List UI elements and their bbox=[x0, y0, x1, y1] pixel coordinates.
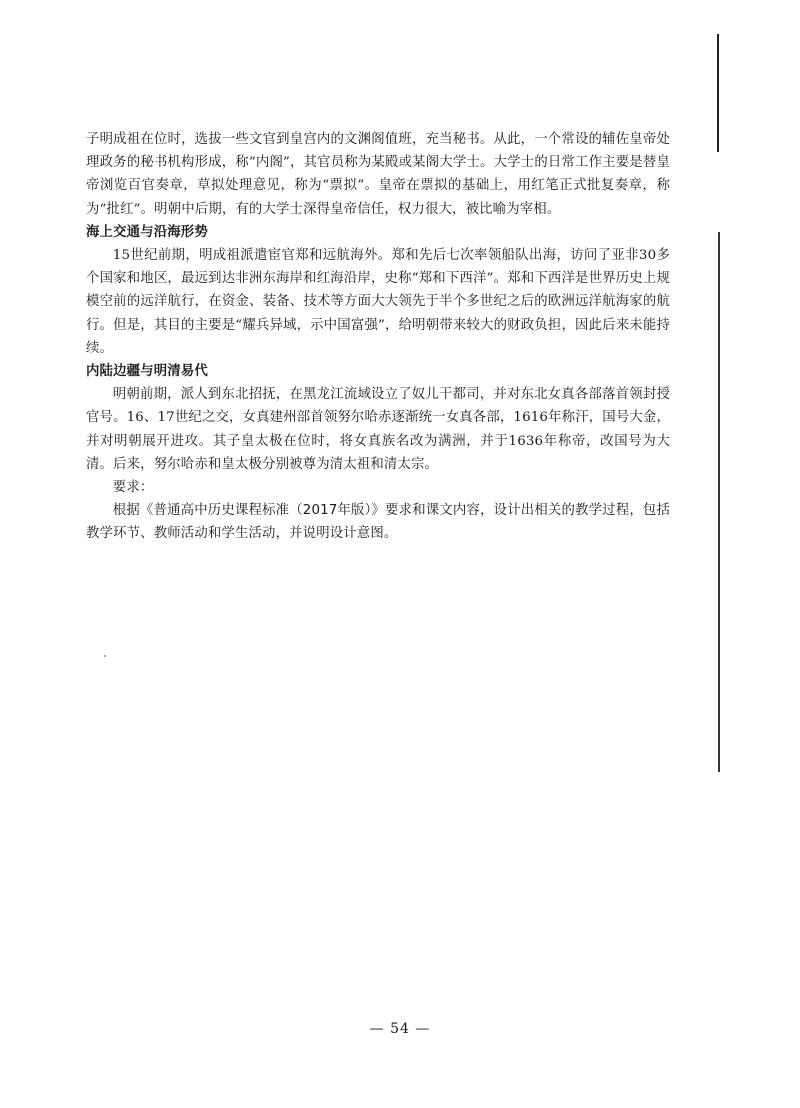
paragraph-cabinet: 子明成祖在位时，选拔一些文官到皇宫内的文渊阁值班，充当秘书。从此，一个常设的辅佐皇帝处理政务的秘书机构形成，称“内阁”，其官员称为某殿或某阁大学士。大学士的日常工作主要是替皇帝浏览百官奏章，草拟处理意见，称为“票拟”。皇帝在票拟的基础上，用红笔正式批复奏章，称为“批红”。明朝中后期，有的大学士深得皇帝信任，权力很大，被比喻为宰相。 bbox=[86, 132, 670, 217]
section-heading-frontier: 内陆边疆与明清易代 bbox=[86, 364, 208, 380]
section-heading-maritime: 海上交通与沿海形势 bbox=[86, 224, 208, 240]
paragraph-ming-qing-transition: 明朝前期，派人到东北招抚，在黑龙江流域设立了奴儿干都司，并对东北女真各部落首领封授官号。16、17世纪之交，女真建州部首领努尔哈赤逐渐统一女真各部，1616年称汗，国号大金，并对明朝展开进攻。其子皇太极在位时，将女真族名改为满洲，并于1636年称帝，改国号为大清。后来，努尔哈赤和皇太极分别被尊为清太祖和清太宗。 bbox=[86, 387, 670, 472]
requirement-label: 要求： bbox=[112, 480, 154, 496]
scan-speck bbox=[104, 655, 106, 657]
body-text bbox=[86, 128, 670, 546]
scan-edge-line-top bbox=[717, 34, 719, 152]
page-number: — 54 — bbox=[369, 1021, 431, 1037]
scan-edge-line-middle bbox=[718, 232, 720, 772]
requirement-body: 根据《普通高中历史课程标准（2017年版）》要求和课文内容，设计出相关的教学过程，包括教学环节、教师活动和学生活动，并说明设计意图。 bbox=[86, 503, 670, 542]
paragraph-zheng-he: 15世纪前期，明成祖派遣宦官郑和远航海外。郑和先后七次率领船队出海，访问了亚非30多个国家和地区，最远到达非洲东海岸和红海沿岸，史称“郑和下西洋”。郑和下西洋是世界历史上规模空前的远洋航行，在资金、装备、技术等方面大大领先于半个多世纪之后的欧洲远洋航海家的航行。但是，其目的主要是“耀兵异域，示中国富强”，给明朝带来较大的财政负担，因此后来未能持续。 bbox=[86, 248, 670, 356]
